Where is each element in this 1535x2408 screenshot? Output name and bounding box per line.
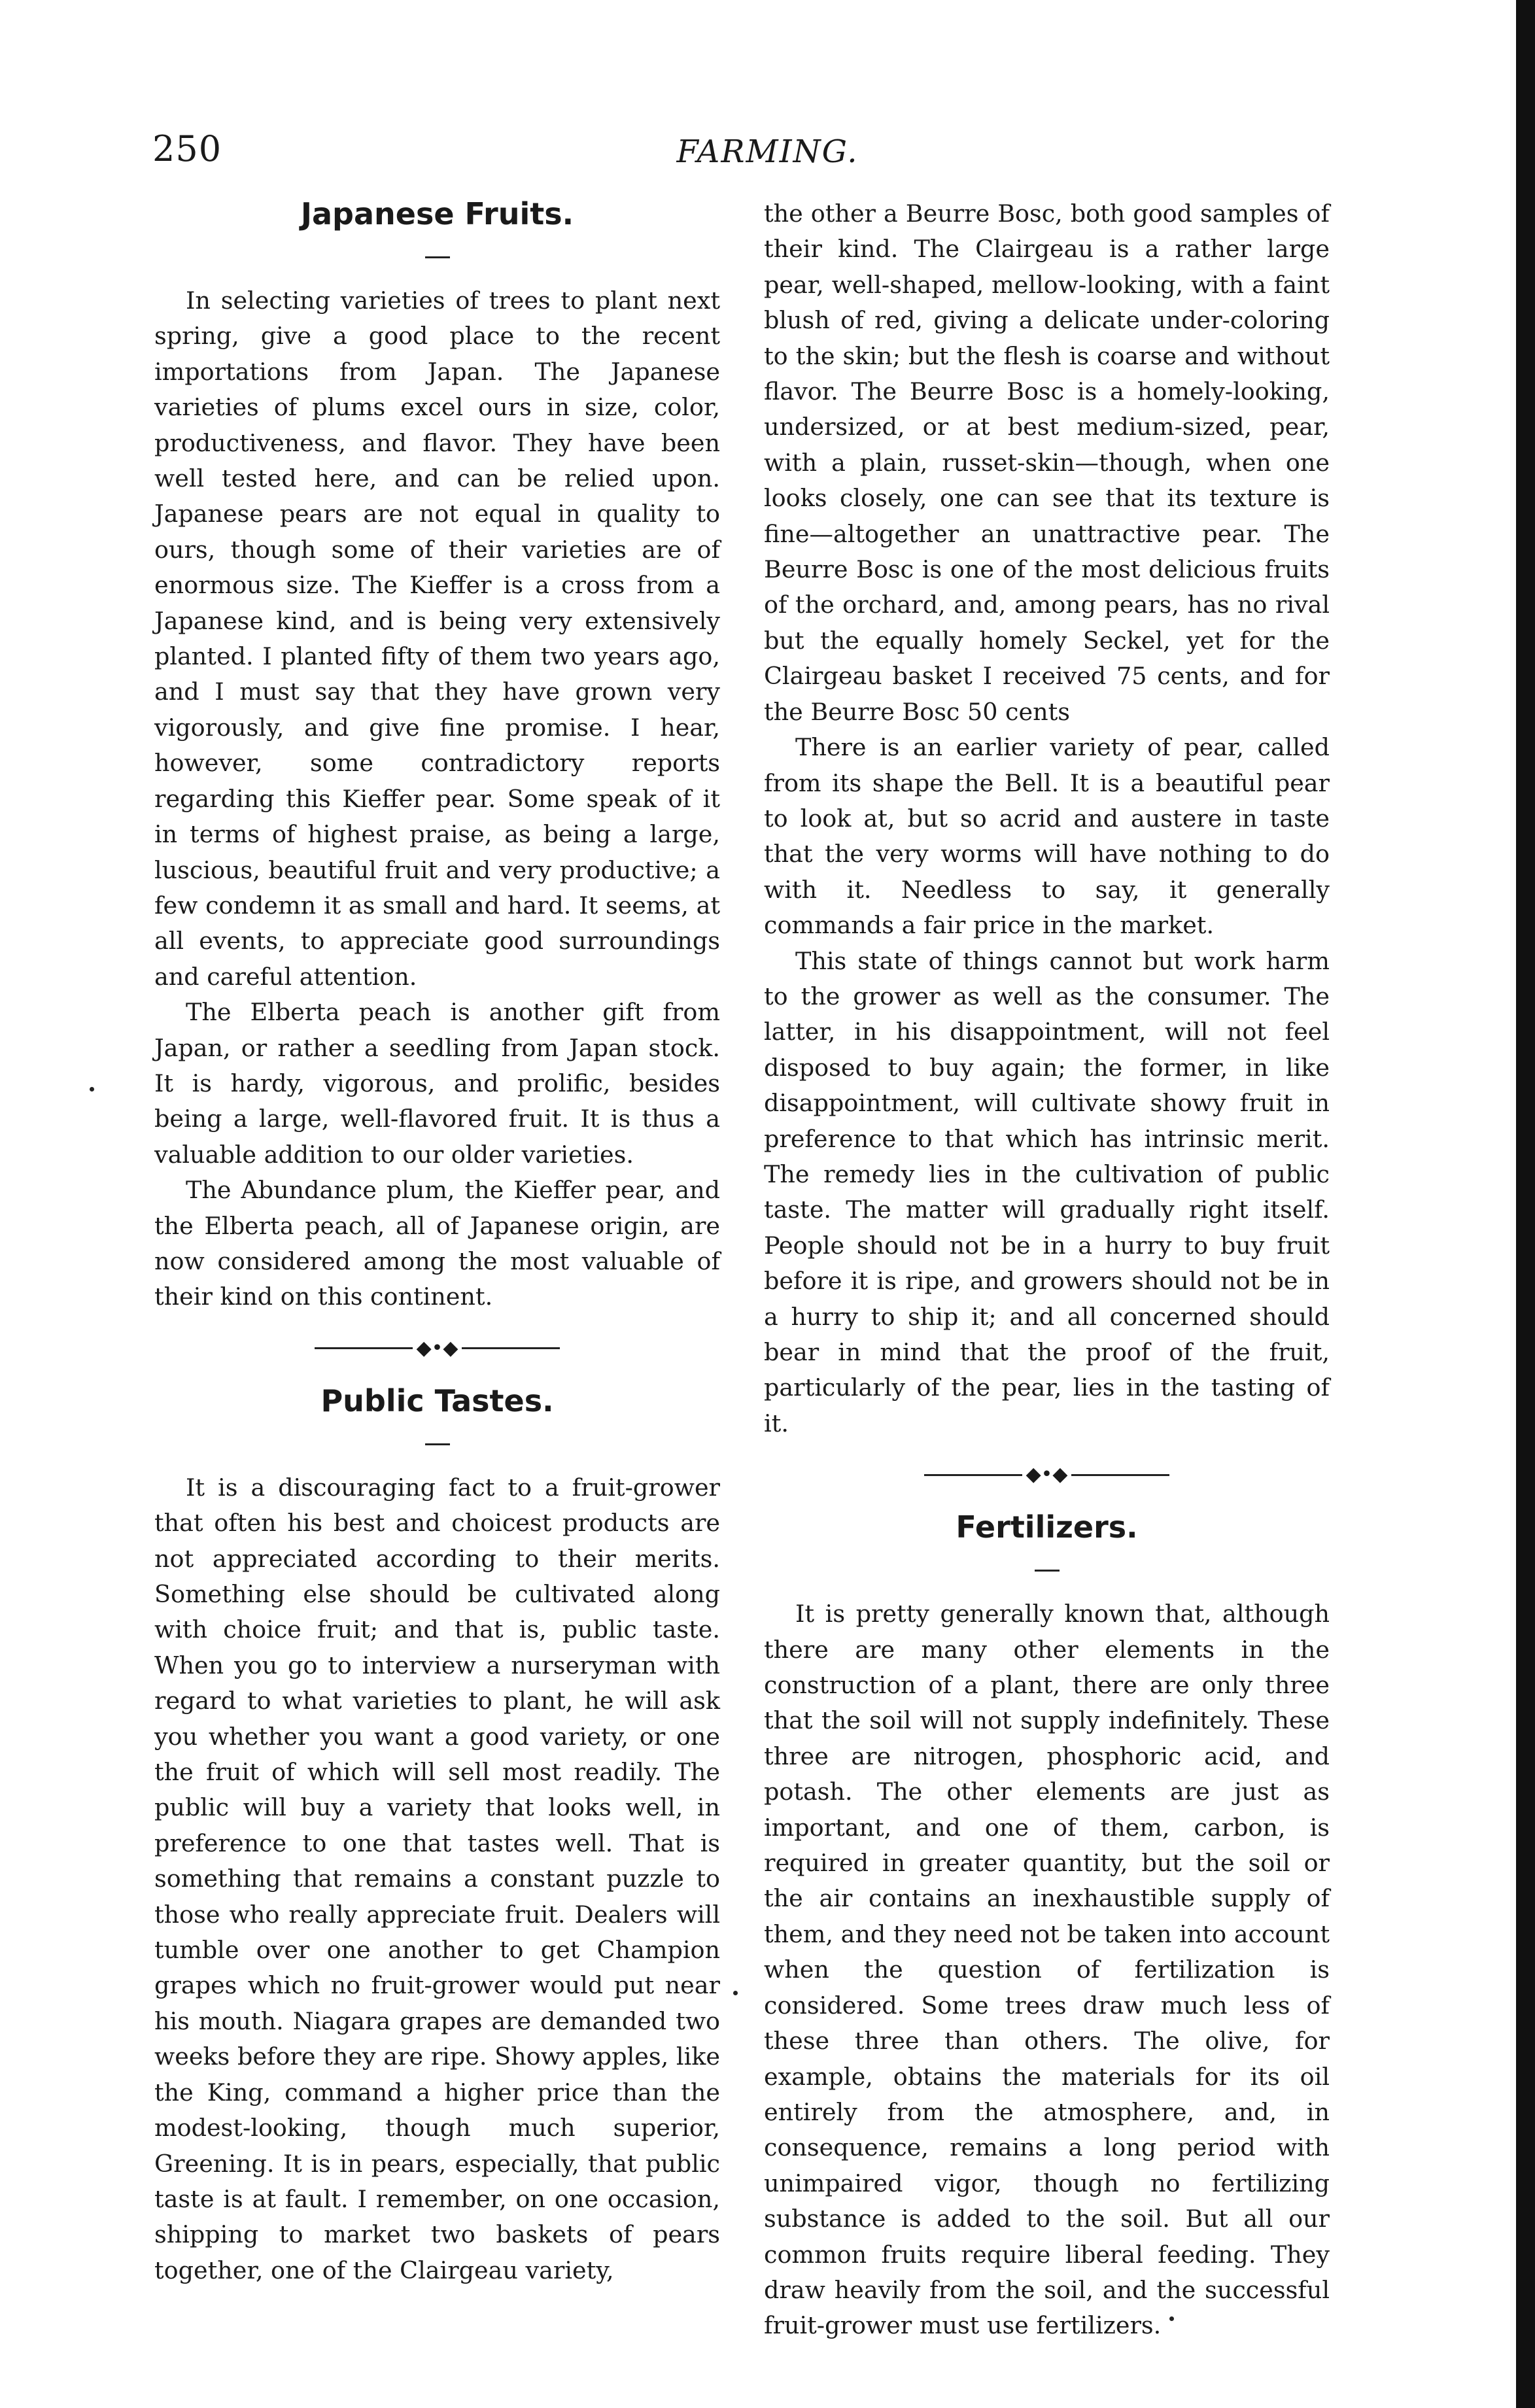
paragraph: It is a discouraging fact to a fruit-grower that often his best and choicest products are not appreciated according to their merits. Something else should be cultivated along with choice fruit; and that is, public taste. When you go to interview a nurseryman with regard to what varieties to plant, he will ask you whether you want a good variety, or one the fruit of which will sell most readily. The public will buy a variety that looks well, in preference to one that tastes well. That is something that remains a constant puzzle to those who really appreciate fruit. Dealers will tumble over one another to get Champion grapes which no fruit-grower would put near his mouth. Niagara grapes are demanded two weeks before they are ripe. Showy apples, like the King, command a higher price than the modest-looking, though much superior, Greening. It is in pears, especially, that public taste is at fault. I remember, on one occasion, shipping to market two baskets of pears together, one of the Clairgeau variety,: [154, 1473, 720, 2284]
print-speck: [90, 1087, 94, 1092]
divider-ornament: ◆•◆: [416, 1336, 458, 1360]
print-speck: [1169, 2316, 1174, 2321]
section-divider: [764, 1465, 1330, 1485]
right-column: [764, 196, 1330, 2344]
page-number: 250: [152, 128, 222, 169]
title-rule: [425, 1443, 450, 1445]
paragraph: The Abundance plum, the Kieffer pear, and the Elberta peach, all of Japanese origin, are now considered among the most valuable of their kind on this continent.: [154, 1176, 720, 1311]
divider-line: [1071, 1474, 1169, 1476]
divider-line: [462, 1347, 560, 1349]
print-speck: [733, 1991, 738, 1995]
running-title: FARMING.: [676, 133, 859, 170]
paragraph: The Elberta peach is another gift from Japan, or rather a seedling from Japan stock. It is hardy, vigorous, and prolific, besides being a large, well-flavored fruit. It is thus a valuable addition to our older varieties.: [154, 998, 720, 1169]
paragraph: In selecting varieties of trees to plant next spring, give a good place to the recent importations from Japan. The Japanese varieties of plums excel ours in size, color, productiveness, and flavor. They have been well tested here, and can be relied upon. Japanese pears are not equal in quality to ours, though some of their varieties are of enormous size. The Kieffer is a cross from a Japanese kind, and is being very extensively planted. I planted fifty of them two years ago, and I must say that they have grown very vigorously, and give fine promise. I hear, however, some contradictory reports regarding this Kieffer pear. Some speak of it in terms of highest praise, as being a large, luscious, beautiful fruit and very productive; a few condemn it as small and hard. It seems, at all events, to appreciate good surroundings and careful attention.: [154, 286, 720, 991]
paragraph: This state of things cannot but work harm to the grower as well as the consumer. The latter, in his disappointment, will not feel disposed to buy again; the former, in like disappointment, will cultivate showy fruit in preference to that which has intrinsic merit. The remedy lies in the cultivation of public taste. The matter will gradually right itself. People should not be in a hurry to buy fruit before it is ripe, and growers should not be in a hurry to ship it; and all concerned should bear in mind that the proof of the fruit, particularly of the pear, lies in the tasting of it.: [764, 946, 1330, 1437]
paragraph: There is an earlier variety of pear, called from its shape the Bell. It is a beautiful pear to look at, but so acrid and austere in taste that the very worms will have nothing to do with it. Needless to say, it generally commands a fair price in the market.: [764, 733, 1330, 940]
section-title-japanese-fruits: Japanese Fruits.: [300, 196, 574, 232]
section-title-public-tastes: Public Tastes.: [320, 1383, 554, 1419]
section-title-fertilizers: Fertilizers.: [956, 1509, 1138, 1545]
divider-ornament: ◆•◆: [1026, 1463, 1068, 1487]
divider-line: [315, 1347, 413, 1349]
section-divider: [154, 1336, 720, 1360]
paragraph: It is pretty generally known that, although there are many other elements in the construction of a plant, there are only three that the soil will not supply indefinitely. These three are nitrogen, phosphoric acid, and potash. The other elements are just as important, and one of them, carbon, is required in greater quantity, but the soil or the air contains an inexhaustible supply of them, and they need not be taken into account when the question of fertilization is considered. Some trees draw much less of these three than others. The olive, for example, obtains the materials for its oil entirely from the atmosphere, and, in consequence, remains a long period with unimpaired vigor, though no fertilizing substance is added to the soil. But all our common fruits require liberal feeding. They draw heavily from the soil, and the successful fruit-grower must use fertilizers.: [764, 1600, 1330, 2340]
left-column: [154, 196, 720, 2288]
paragraph-continued: the other a Beurre Bosc, both good samples of their kind. The Clairgeau is a rather large pear, well-shaped, mellow-looking, with a faint blush of red, giving a delicate under-coloring to the skin; but the flesh is coarse and without flavor. The Beurre Bosc is a homely-looking, undersized, or at best medium-sized, pear, with a plain, russet-skin—though, when one looks closely, one can see that its texture is fine—altogether an unattractive pear. The Beurre Bosc is one of the most delicious fruits of the orchard, and, among pears, has no rival but the equally homely Seckel, yet for the Clairgeau basket I received 75 cents, and for the Beurre Bosc 50 cents: [764, 199, 1330, 726]
title-rule: [425, 256, 450, 258]
title-rule: [1035, 1570, 1060, 1572]
divider-line: [924, 1474, 1022, 1476]
page-edge-bar: [1516, 0, 1535, 2408]
